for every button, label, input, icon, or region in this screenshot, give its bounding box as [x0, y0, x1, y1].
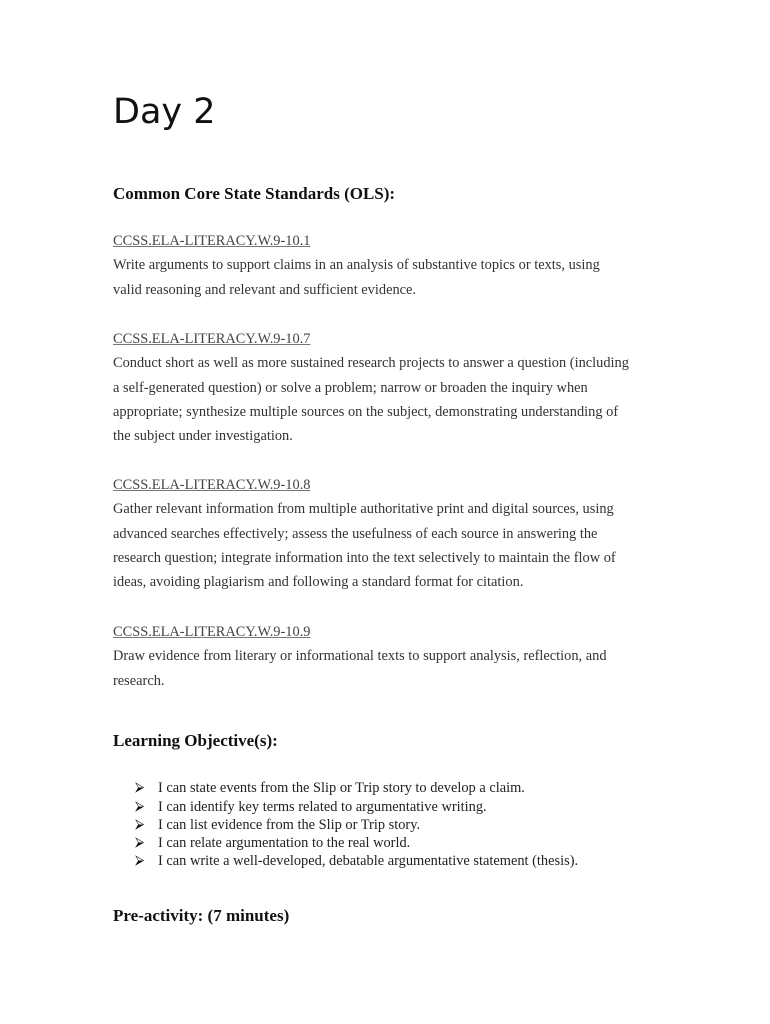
objective-text: I can state events from the Slip or Trip story to develop a claim. [158, 780, 525, 796]
standard-block [113, 229, 665, 302]
standard-text-line: appropriate; synthesize multiple sources on the subject, demonstrating understanding of [113, 403, 619, 420]
standard-block [113, 327, 665, 448]
standard-code-link[interactable]: CCSS.ELA-LITERACY.W.9-10.8 [113, 477, 311, 493]
standard-code-link[interactable]: CCSS.ELA-LITERACY.W.9-10.9 [113, 624, 311, 640]
standard-block [113, 620, 665, 693]
standard-text-line: Draw evidence from literary or informational texts to support analysis, reflection, and [113, 648, 607, 665]
standard-text-line: valid reasoning and relevant and sufficient evidence. [113, 281, 417, 298]
arrowhead-bullet-icon: ⮚ [135, 835, 145, 850]
standard-text-line: Write arguments to support claims in an analysis of substantive topics or texts, using [113, 257, 600, 274]
standard-text-line: research. [113, 672, 165, 689]
list-item [133, 816, 578, 834]
page-title: Day 2 [113, 92, 216, 132]
standard-text-line: the subject under investigation. [113, 428, 293, 445]
arrowhead-bullet-icon: ⮚ [135, 799, 145, 814]
objectives-list [133, 778, 578, 870]
standards-heading: Common Core State Standards (OLS): [113, 184, 396, 203]
arrowhead-bullet-icon: ⮚ [135, 817, 145, 832]
standard-code-link[interactable]: CCSS.ELA-LITERACY.W.9-10.7 [113, 331, 311, 347]
standard-code-link[interactable]: CCSS.ELA-LITERACY.W.9-10.1 [113, 233, 311, 249]
standard-text-line: advanced searches effectively; assess the usefulness of each source in answering the [113, 525, 598, 542]
list-item [133, 834, 578, 852]
objectives-heading: Learning Objective(s): [113, 731, 278, 750]
objective-text: I can relate argumentation to the real world. [158, 835, 411, 851]
standard-block [113, 473, 665, 594]
objective-text: I can identify key terms related to argumentative writing. [158, 799, 487, 815]
standard-text-line: research question; integrate information into the text selectively to maintain the flow of [113, 549, 616, 566]
objective-text: I can list evidence from the Slip or Trip story. [158, 817, 421, 833]
list-item [133, 798, 578, 816]
arrowhead-bullet-icon: ⮚ [135, 780, 145, 795]
standard-text-line: Gather relevant information from multiple authoritative print and digital sources, using [113, 501, 614, 518]
list-item [133, 852, 578, 870]
arrowhead-bullet-icon: ⮚ [135, 853, 145, 868]
standard-text-line: ideas, avoiding plagiarism and following a standard format for citation. [113, 574, 524, 591]
standard-text-line: Conduct short as well as more sustained research projects to answer a question (including [113, 355, 629, 372]
standard-text-line: a self-generated question) or solve a problem; narrow or broaden the inquiry when [113, 379, 588, 396]
list-item [133, 778, 578, 798]
preactivity-heading: Pre-activity: (7 minutes) [113, 906, 290, 925]
objective-text: I can write a well-developed, debatable argumentative statement (thesis). [158, 853, 579, 869]
